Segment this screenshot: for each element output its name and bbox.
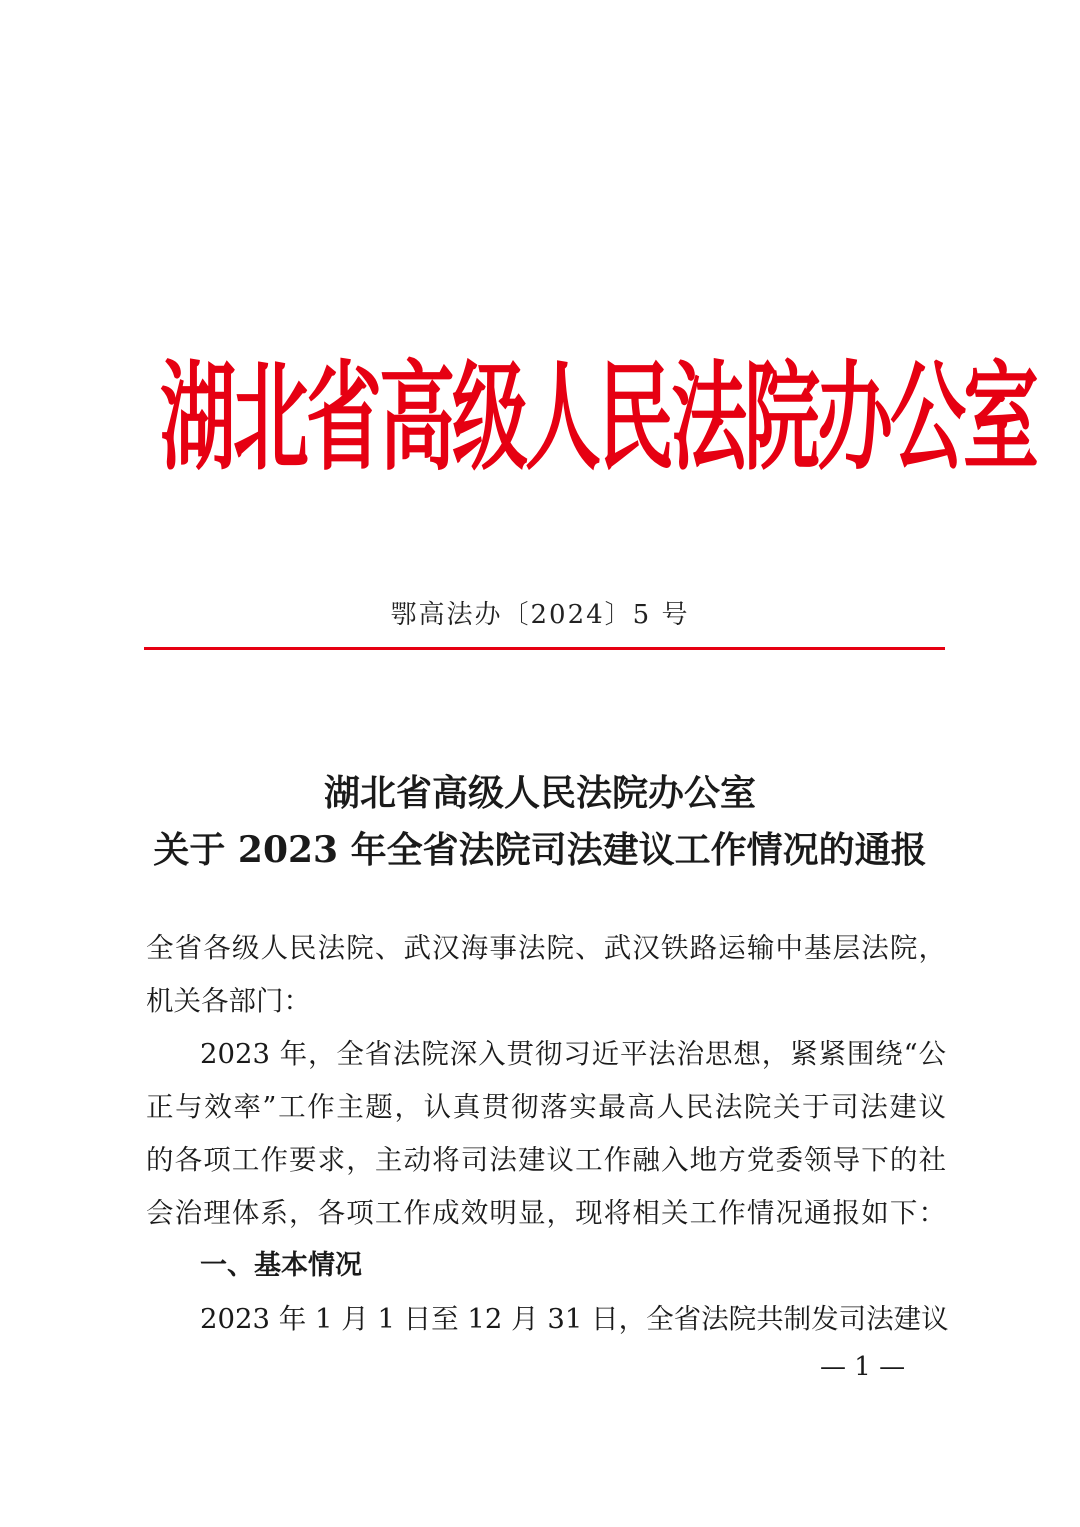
intro-line-4: 会治理体系，各项工作成效明显，现将相关工作情况通报如下： <box>146 1197 946 1229</box>
masthead-issuer: 湖北省高级人民法院办公室 <box>160 348 1036 487</box>
page-number: — 1 — <box>820 1352 906 1382</box>
addressee-line-1: 全省各级人民法院、武汉海事法院、武汉铁路运输中基层法院， <box>146 932 946 964</box>
intro-line-2: 正与效率”工作主题，认真贯彻落实最高人民法院关于司法建议 <box>146 1091 946 1123</box>
section1-line-1: 2023 年 1 月 1 日至 12 月 31 日，全省法院共制发司法建议 <box>200 1303 949 1335</box>
red-separator-rule <box>144 647 945 650</box>
title-line-2: 关于 2023 年全省法院司法建议工作情况的通报 <box>153 829 927 871</box>
title-line-1: 湖北省高级人民法院办公室 <box>323 772 756 814</box>
addressee-line-2: 机关各部门： <box>146 985 311 1017</box>
intro-line-3: 的各项工作要求，主动将司法建议工作融入地方党委领导下的社 <box>146 1144 946 1176</box>
document-number: 鄂高法办〔2024〕5 号 <box>390 600 690 630</box>
intro-line-1: 2023 年，全省法院深入贯彻习近平法治思想，紧紧围绕“公 <box>200 1038 946 1070</box>
section-heading-basic-situation: 一、基本情况 <box>200 1250 362 1281</box>
